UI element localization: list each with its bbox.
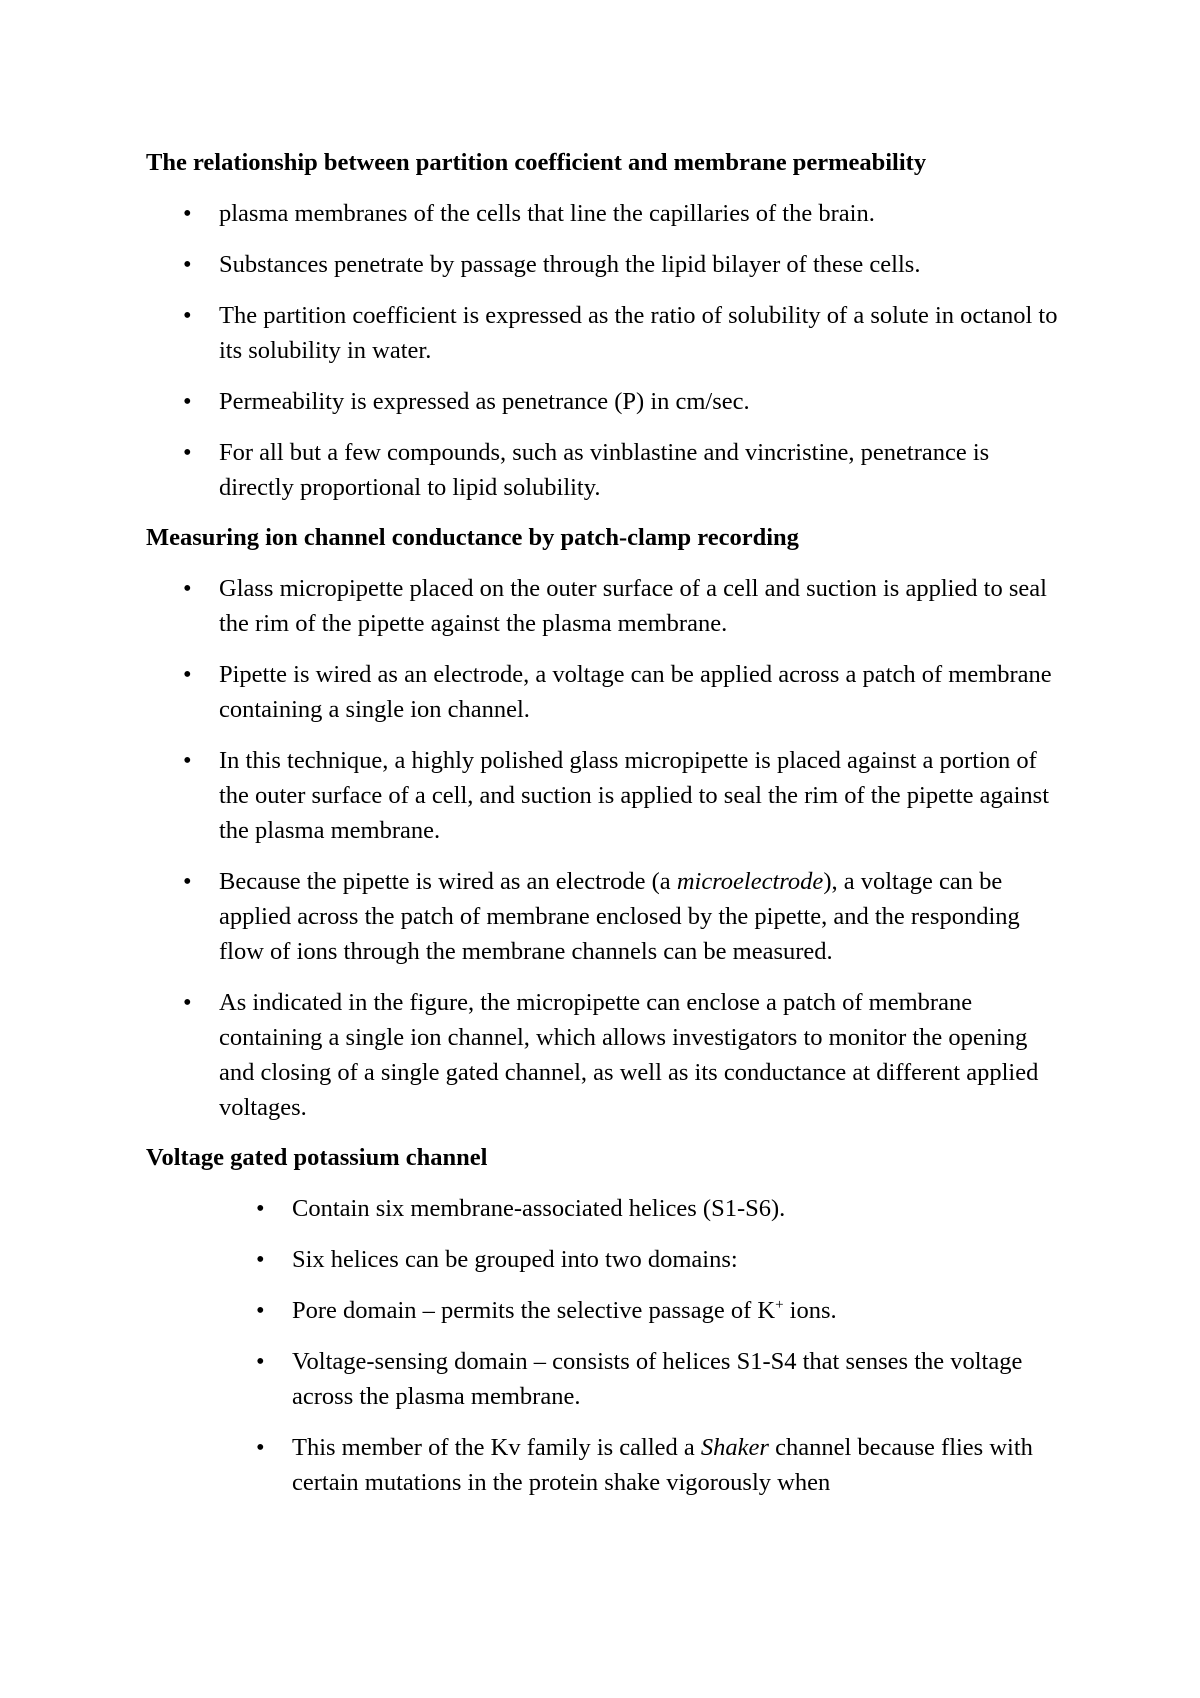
- list-item-text: Voltage-sensing domain – consists of helices S1-S4 that senses the voltage across the plasma membrane.: [292, 1348, 1023, 1410]
- bullet-icon: •: [183, 388, 192, 415]
- bullet-list-patch-clamp: [146, 571, 1066, 1125]
- list-item-text: Contain six membrane-associated helices (S1-S6).: [292, 1195, 786, 1222]
- list-item-text-part: ions.: [783, 1297, 837, 1324]
- list-item: [146, 1430, 1066, 1500]
- list-item-text: Permeability is expressed as penetrance (P) in cm/sec.: [219, 388, 750, 415]
- bullet-icon: •: [183, 989, 192, 1016]
- list-item: [146, 571, 1066, 641]
- bullet-icon: •: [183, 439, 192, 466]
- section-heading-patch-clamp: Measuring ion channel conductance by patch-clamp recording: [146, 524, 799, 551]
- list-item-text: The partition coefficient is expressed as the ratio of solubility of a solute in octanol to its solubility in water.: [219, 302, 1058, 364]
- bullet-icon: •: [256, 1348, 265, 1375]
- list-item: [146, 435, 1066, 505]
- bullet-icon: •: [183, 747, 192, 774]
- document-body: [146, 146, 1066, 1516]
- list-item-text: Six helices can be grouped into two domains:: [292, 1246, 738, 1273]
- list-item: [146, 743, 1066, 848]
- bullet-icon: •: [183, 251, 192, 278]
- bullet-icon: •: [183, 868, 192, 895]
- bullet-icon: •: [183, 575, 192, 602]
- bullet-icon: •: [183, 302, 192, 329]
- bullet-list-partition-coefficient: [146, 196, 1066, 505]
- list-item-text: plasma membranes of the cells that line the capillaries of the brain.: [219, 200, 875, 227]
- bullet-icon: •: [256, 1297, 265, 1324]
- list-item-text: Pipette is wired as an electrode, a voltage can be applied across a patch of membrane containing a single ion channel.: [219, 661, 1052, 723]
- superscript-charge: +: [775, 1296, 784, 1313]
- bullet-icon: •: [256, 1195, 265, 1222]
- section-heading-potassium-channel: Voltage gated potassium channel: [146, 1144, 488, 1171]
- bullet-list-potassium-channel: [146, 1191, 1066, 1500]
- list-item: [146, 657, 1066, 727]
- bullet-icon: •: [256, 1434, 265, 1461]
- list-item: [146, 298, 1066, 368]
- list-item-text-part: ), a voltage can be applied across the patch of membrane enclosed by the pipette, and the responding flow of ions through the membrane channels can be measured.: [219, 868, 1020, 965]
- list-item-text: [292, 1297, 837, 1324]
- list-item-text: For all but a few compounds, such as vinblastine and vincristine, penetrance is directly proportional to lipid solubility.: [219, 439, 990, 501]
- bullet-icon: •: [183, 200, 192, 227]
- list-item: [146, 196, 1066, 231]
- list-item-text: Substances penetrate by passage through the lipid bilayer of these cells.: [219, 251, 921, 278]
- list-item-text: Glass micropipette placed on the outer surface of a cell and suction is applied to seal the rim of the pipette against the plasma membrane.: [219, 575, 1047, 637]
- list-item: [146, 247, 1066, 282]
- list-item: [146, 985, 1066, 1125]
- list-item: [146, 1191, 1066, 1226]
- bullet-icon: •: [183, 661, 192, 688]
- italic-term: Shaker: [700, 1434, 769, 1461]
- list-item: [146, 1242, 1066, 1277]
- list-item-text-part: Pore domain – permits the selective passage of K: [292, 1297, 776, 1324]
- list-item: [146, 1344, 1066, 1414]
- list-item-text-part: Because the pipette is wired as an electrode (a: [219, 868, 677, 895]
- list-item-text: As indicated in the figure, the micropipette can enclose a patch of membrane containing a single ion channel, which allows investigators to monitor the opening and closing of a single gated channel, as well as its conductance at different applied voltages.: [219, 989, 1039, 1121]
- section-heading-partition-coefficient: The relationship between partition coefficient and membrane permeability: [146, 149, 927, 176]
- list-item: [146, 384, 1066, 419]
- list-item-text-part: This member of the Kv family is called a: [292, 1434, 701, 1461]
- list-item-text-part: channel because flies with certain mutations in the protein shake vigorously when: [292, 1434, 1033, 1496]
- list-item-text: [292, 1434, 1033, 1496]
- italic-term: microelectrode: [676, 868, 824, 895]
- list-item: [146, 864, 1066, 969]
- list-item-text: In this technique, a highly polished glass micropipette is placed against a portion of the outer surface of a cell, and suction is applied to seal the rim of the pipette against the plasma membrane.: [219, 747, 1049, 844]
- list-item: [146, 1293, 1066, 1328]
- list-item-text: [219, 868, 1020, 965]
- bullet-icon: •: [256, 1246, 265, 1273]
